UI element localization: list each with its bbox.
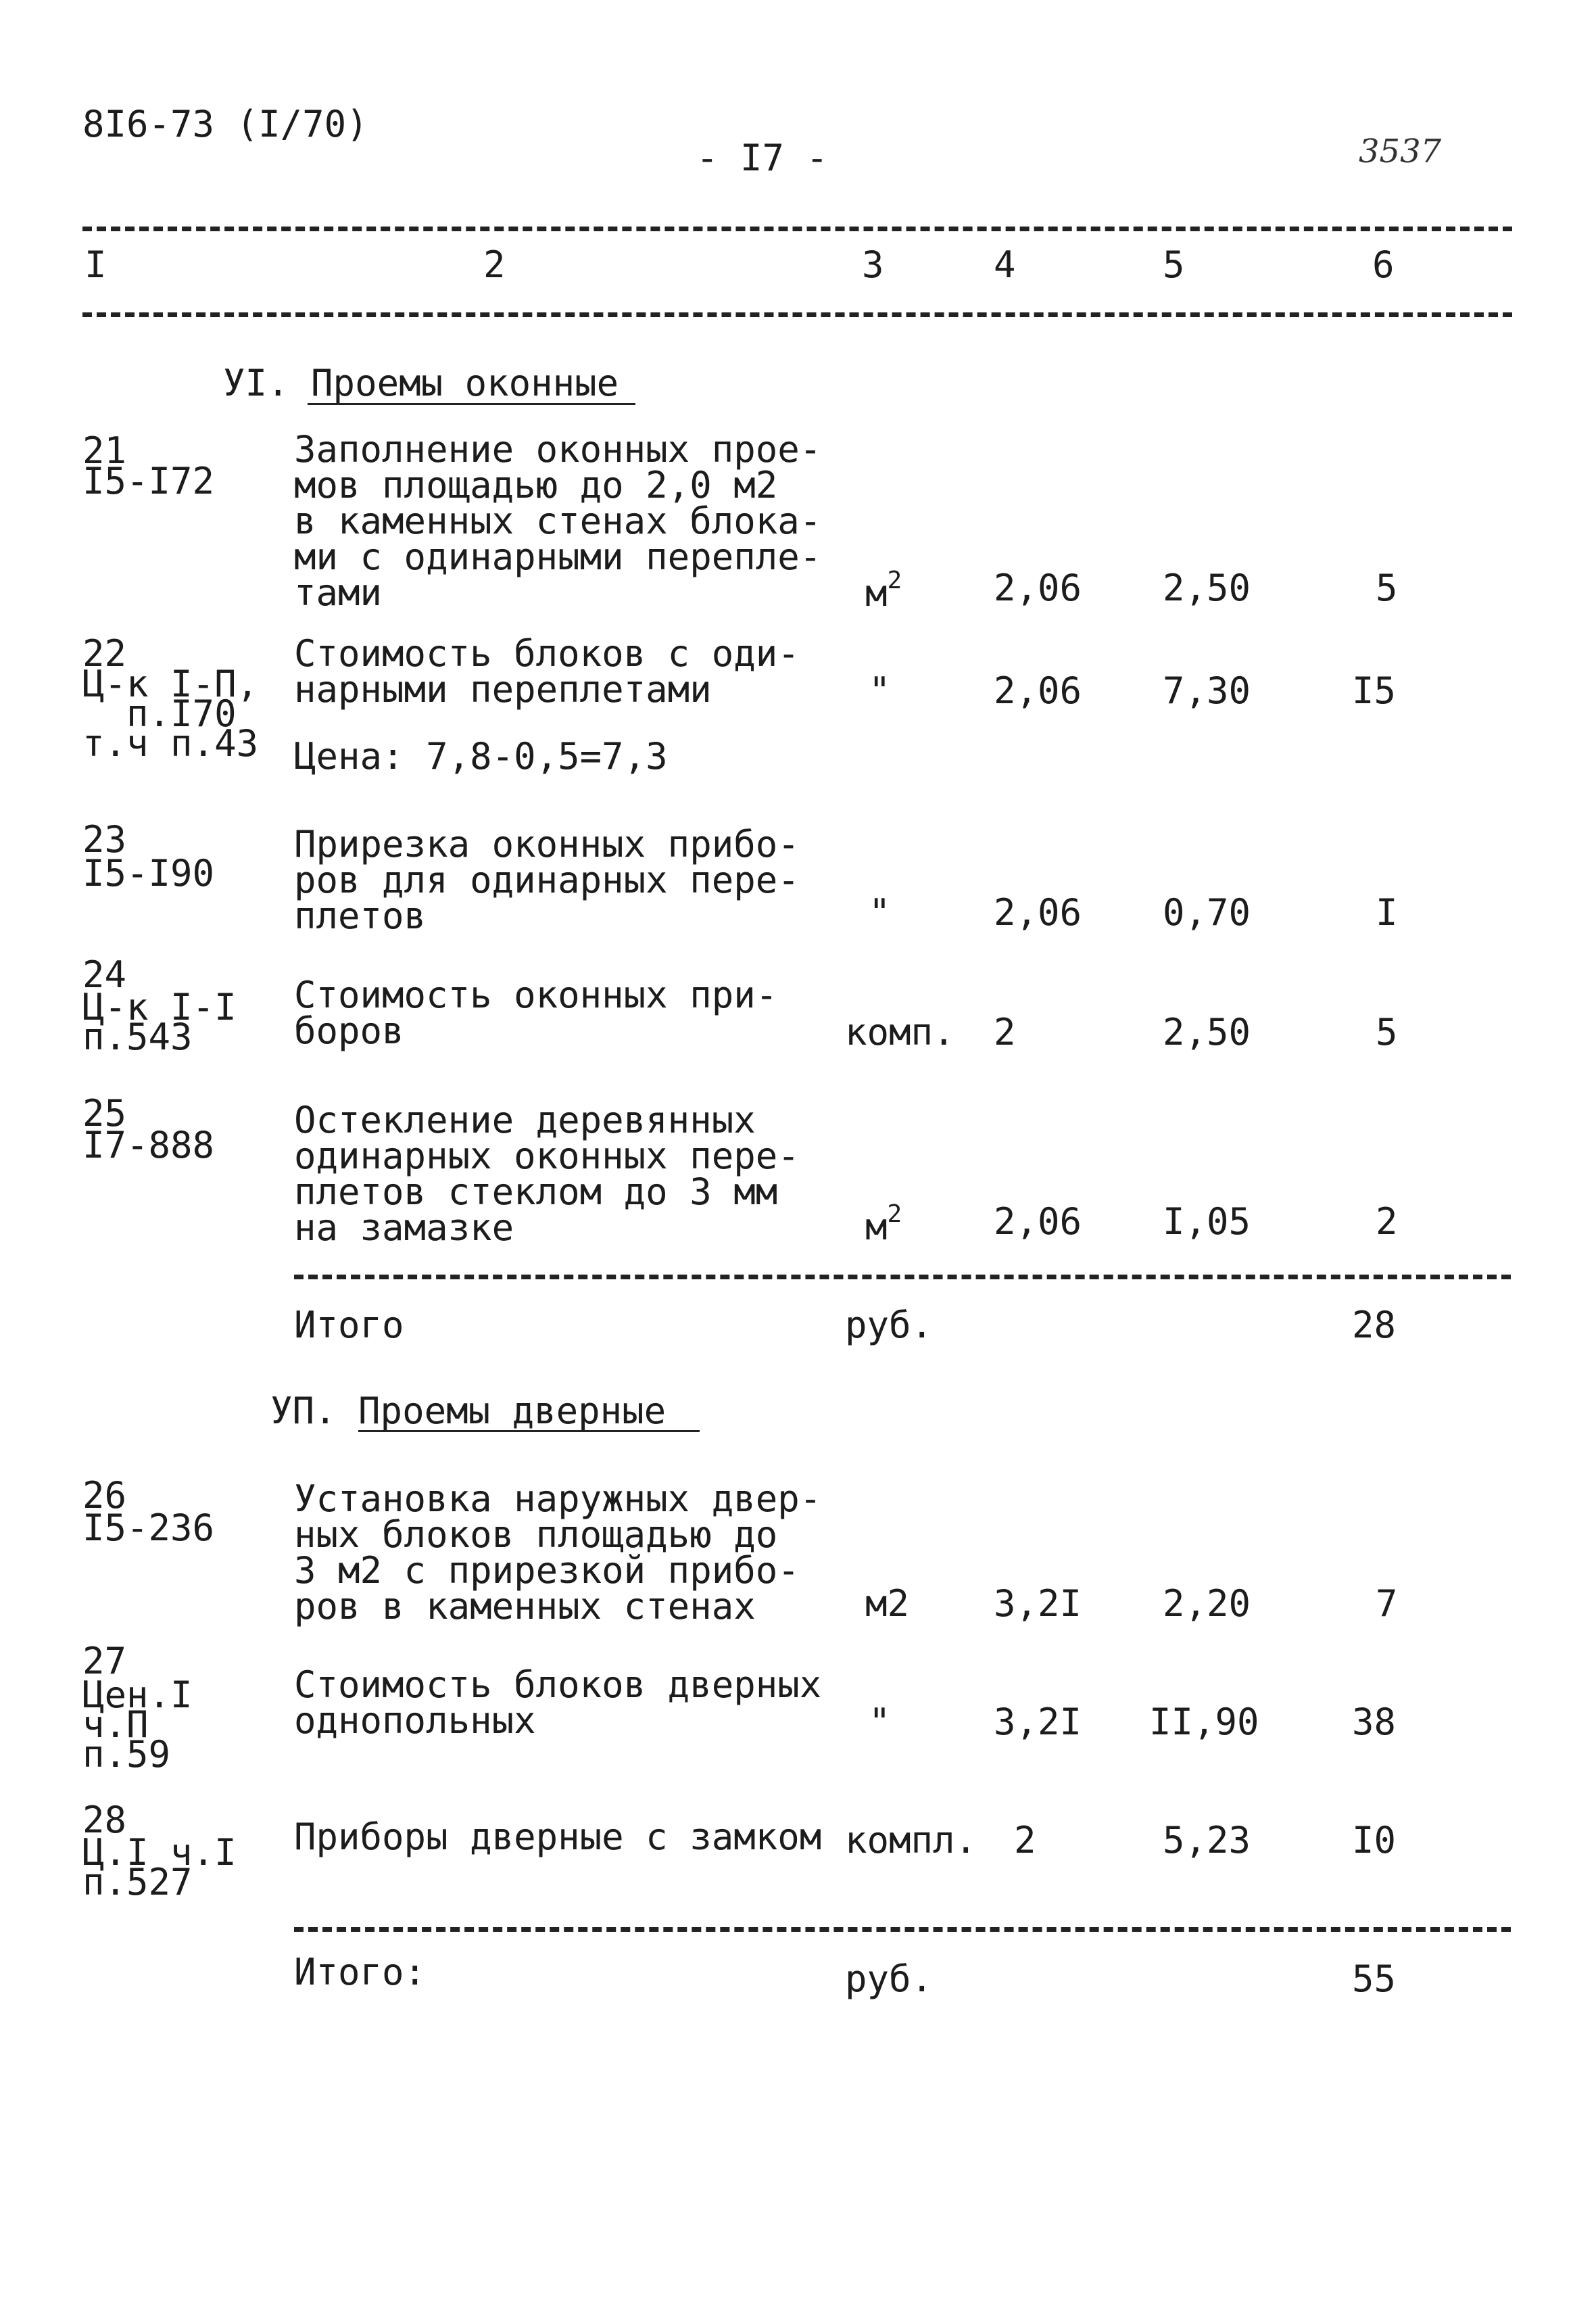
row-description: Стоимость блоков дверных однопольных: [294, 1663, 822, 1742]
row-quantity: 3,2I: [994, 1582, 1082, 1625]
section-title-underline: [308, 403, 635, 405]
row-number: 25: [82, 1092, 127, 1135]
row-description: Стоимость оконных при- боров: [294, 974, 778, 1052]
subtotal-rule: [294, 1927, 1511, 1932]
row-unit-price: I,05: [1163, 1200, 1251, 1243]
row-total: I: [1376, 891, 1398, 934]
row-quantity: 2,06: [994, 1200, 1082, 1243]
subtotal-rule: [294, 1275, 1511, 1279]
row-total: 38: [1352, 1701, 1397, 1743]
row-quantity: 2,06: [994, 567, 1082, 609]
row-description: Заполнение оконных прое- мов площадью до 2,0 м2 в каменных стенах блока- ми с одинарными перепле- тами: [294, 428, 822, 614]
row-quantity: 2,06: [994, 669, 1082, 712]
subtotal-label: Итого:: [294, 1951, 427, 1993]
column-header-4: 4: [994, 243, 1016, 286]
row-description: Стоимость блоков с оди- нарными переплетами: [294, 632, 800, 711]
subtotal-unit: руб.: [845, 1958, 934, 2000]
subtotal-value: 28: [1352, 1304, 1397, 1346]
column-header-3: 3: [862, 243, 884, 286]
row-total: 7: [1376, 1582, 1398, 1625]
row-number: 23: [82, 818, 127, 861]
row-rate-code: Ц-к I-I п.543: [82, 986, 237, 1058]
row-number: 28: [82, 1799, 127, 1841]
section-title-underline: [358, 1430, 700, 1432]
row-quantity: 2: [1014, 1819, 1036, 1861]
column-header-1: I: [84, 243, 107, 286]
row-description: Прирезка оконных прибо- ров для одинарных пере- плетов: [294, 823, 800, 937]
row-unit-price: 2,20: [1163, 1582, 1251, 1625]
subtotal-unit: руб.: [845, 1304, 934, 1346]
row-unit-price: 2,50: [1163, 1011, 1251, 1053]
column-header-2: 2: [483, 243, 506, 286]
header-top-rule: [82, 227, 1512, 231]
row-rate-code: Цен.I ч.П п.59: [82, 1674, 193, 1776]
handwritten-sheet-number: 3537: [1359, 133, 1442, 170]
row-unit: комп.: [845, 1011, 955, 1053]
row-rate-code: I5-I72: [82, 460, 215, 502]
document-code: 8I6-73 (I/70): [82, 103, 368, 145]
row-unit: ": [869, 1701, 891, 1743]
row-total: I0: [1352, 1819, 1397, 1861]
section-title-windows: УI. Проемы оконные: [223, 362, 619, 404]
row-rate-code: Ц.I ч.I п.527: [82, 1831, 237, 1903]
row-number: 22: [82, 632, 127, 675]
row-unit: $м^2$: [865, 1200, 902, 1248]
header-bottom-rule: [82, 312, 1512, 317]
row-quantity: 2: [994, 1011, 1016, 1053]
row-unit: ": [869, 891, 891, 934]
row-unit-price: 2,50: [1163, 567, 1251, 609]
row-unit-price: II,90: [1149, 1701, 1259, 1743]
row-rate-code: I5-236: [82, 1507, 215, 1549]
row-price-note: Цена: 7,8-0,5=7,3: [294, 735, 668, 778]
column-header-6: 6: [1372, 243, 1395, 286]
row-unit: ": [869, 669, 891, 712]
section-title-doors: УП. Проемы дверные: [270, 1390, 667, 1432]
row-total: 2: [1376, 1200, 1398, 1243]
row-unit: $м^2$: [865, 567, 902, 615]
row-total: 5: [1376, 567, 1398, 609]
column-header-5: 5: [1163, 243, 1185, 286]
row-unit: м2: [865, 1582, 910, 1625]
row-number: 27: [82, 1640, 127, 1682]
row-description: Остекление деревянных одинарных оконных пере- плетов стеклом до 3 мм на замазке: [294, 1099, 800, 1249]
row-unit-price: 7,30: [1163, 669, 1251, 712]
row-total: 5: [1376, 1011, 1398, 1053]
row-description: Установка наружных двер- ных блоков площадью до 3 м2 с прирезкой прибо- ров в каменных стенах: [294, 1477, 822, 1628]
row-number: 21: [82, 429, 127, 472]
subtotal-value: 55: [1352, 1958, 1397, 2000]
row-number: 24: [82, 953, 127, 996]
row-unit-price: 5,23: [1163, 1819, 1251, 1861]
row-description: Приборы дверные с замком: [294, 1816, 822, 1858]
row-unit: компл.: [845, 1819, 977, 1861]
subtotal-label: Итого: [294, 1304, 404, 1346]
row-quantity: 2,06: [994, 891, 1082, 934]
row-number: 26: [82, 1474, 127, 1517]
row-rate-code: I5-I90: [82, 852, 215, 895]
row-unit-price: 0,70: [1163, 891, 1251, 934]
page-number: - I7 -: [696, 137, 829, 179]
row-total: I5: [1352, 669, 1397, 712]
row-rate-code: Ц-к I-П, п.I70 т.ч п.43: [82, 663, 259, 765]
row-rate-code: I7-888: [82, 1124, 215, 1166]
row-quantity: 3,2I: [994, 1701, 1082, 1743]
